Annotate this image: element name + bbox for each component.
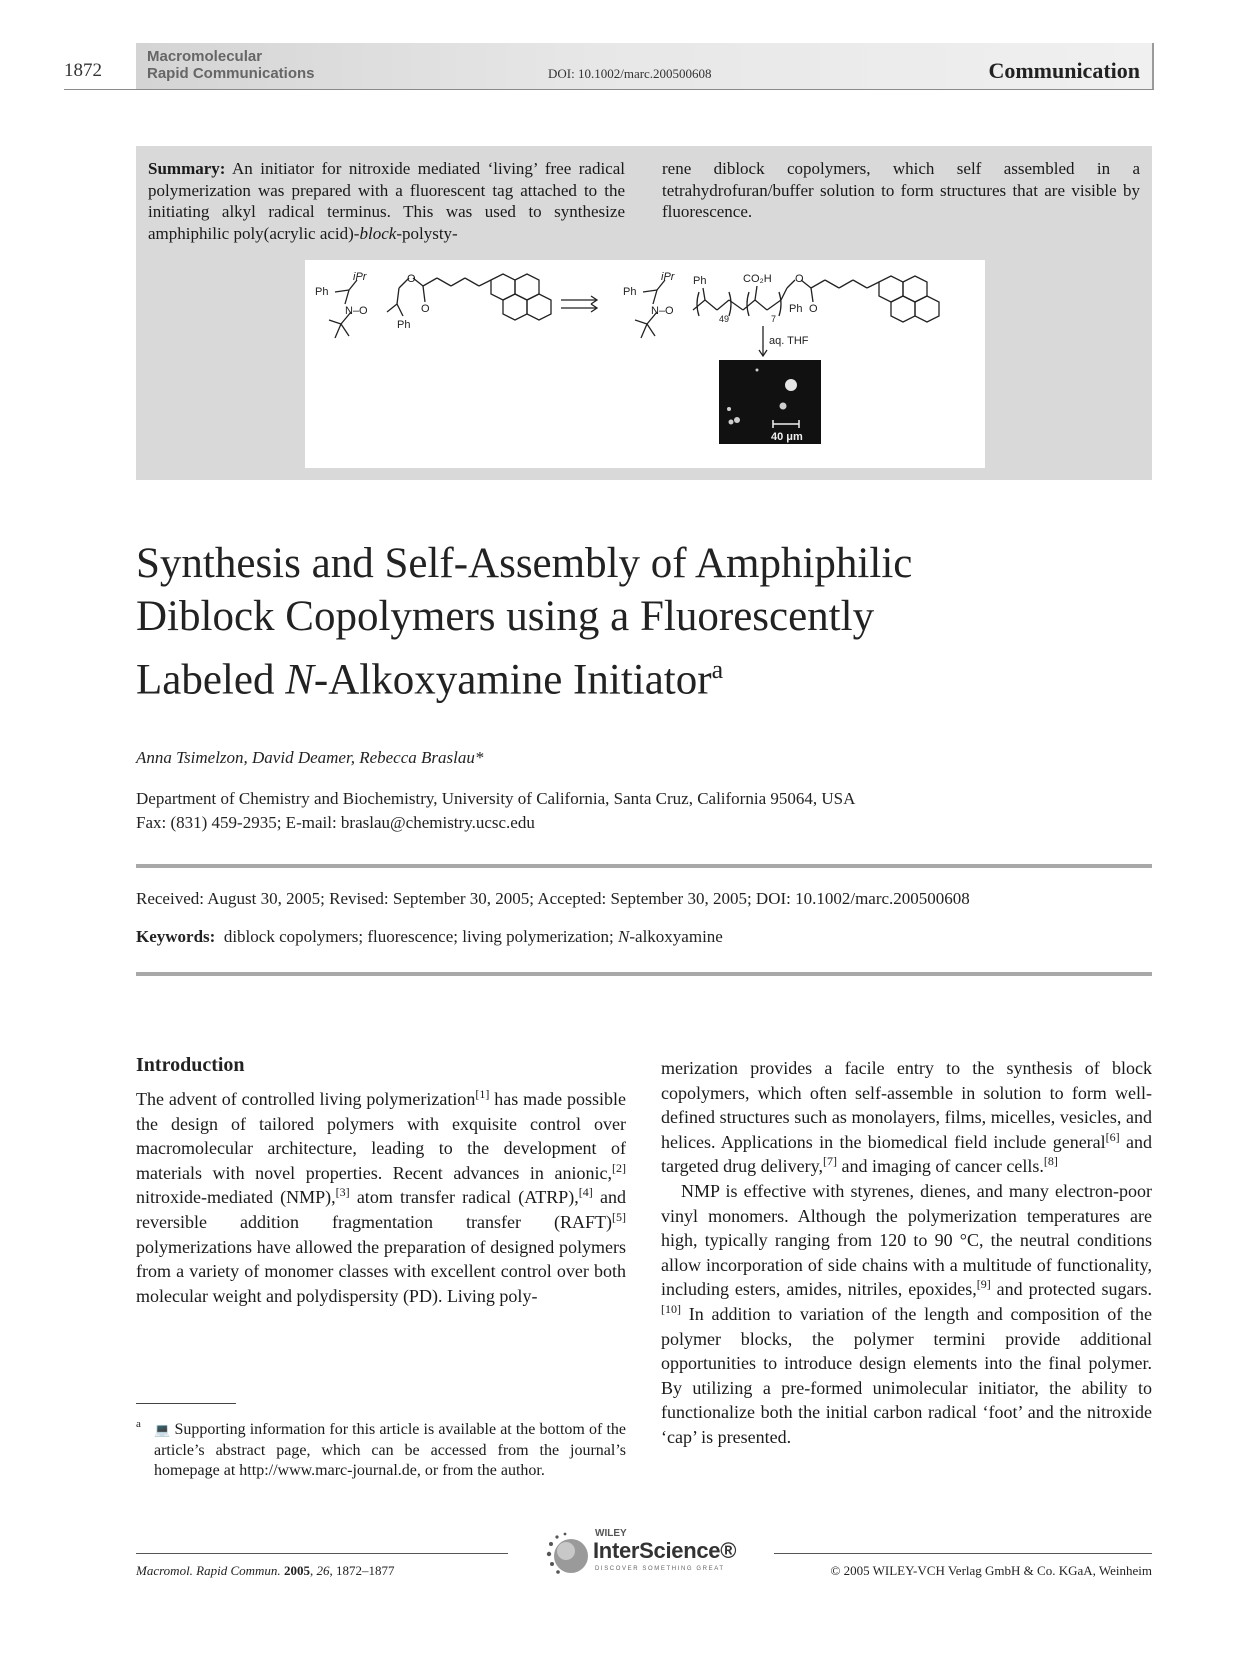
citation-volume: 26	[316, 1563, 330, 1578]
keywords	[136, 927, 723, 947]
bond	[693, 300, 705, 310]
bond	[335, 324, 341, 338]
citation-ref[interactable]: [3]	[335, 1185, 350, 1200]
bond	[479, 280, 491, 286]
journal-name-line1: Macromolecular	[147, 48, 263, 65]
citation-ref[interactable]: [1]	[475, 1087, 490, 1101]
citation-ref[interactable]: [2]	[612, 1160, 626, 1175]
interscience-label: InterScience®	[593, 1538, 737, 1563]
citation-pages: 1872–1877	[335, 1563, 395, 1578]
summary-right-column: rene diblock copolymers, which self assembled in a tetrahydrofuran/buffer solution to form structures that are visible by fluorescence.	[662, 159, 1140, 221]
scale-bar-label: 40 μm	[771, 431, 803, 443]
received-dates: Received: August 30, 2005; Revised: September 30, 2005; Accepted: September 30, 2005; DOI: 10.1002/marc.200500608	[136, 889, 970, 908]
pyrene-ring	[891, 296, 915, 322]
citation-ref[interactable]: [6]	[1105, 1129, 1120, 1144]
label-ph: Ph	[623, 286, 637, 298]
summary-box	[136, 146, 1152, 480]
bond	[867, 282, 879, 288]
interscience-logo[interactable]	[545, 1526, 755, 1582]
footer-rule	[774, 1553, 1152, 1554]
authors: Anna Tsimelzon, David Deamer, Rebecca Braslau*	[136, 748, 484, 767]
bond	[703, 288, 705, 300]
bond	[387, 304, 397, 312]
bond	[635, 320, 647, 324]
affiliation	[136, 787, 855, 835]
fluorescent-particle	[729, 420, 734, 425]
citation-ref[interactable]: [8]	[1043, 1154, 1058, 1169]
page-number: 1872	[64, 60, 102, 81]
fluorescent-particle	[785, 379, 797, 391]
bond	[397, 288, 399, 304]
bond	[641, 324, 647, 338]
label-reagent: aq. THF	[769, 335, 809, 347]
keywords-text-end: -alkoxyamine	[629, 927, 723, 946]
title-line3-post: -Alkoxyamine Initiator	[313, 656, 712, 704]
paragraph: merization provides a facile entry to the synthesis of block copolymers, which often self-assemble in solution to form well-defined structures such as monolayers, films, micelles, vesicles, and helices. Applications in the biomedical field include general[6] and targeted drug delivery,[7] and imaging of cancer cells.[8]	[661, 1058, 1152, 1177]
pyrene-ring	[915, 296, 939, 322]
fluorescence-micrograph	[719, 360, 821, 444]
fluorescent-particle	[734, 417, 740, 423]
bracket	[779, 292, 781, 316]
keywords-text: diblock copolymers; fluorescence; living polymerization;	[223, 927, 619, 946]
label-ipr: iPr	[661, 271, 675, 283]
fluorescent-particle	[727, 407, 731, 411]
bond	[653, 290, 657, 304]
paragraph: The advent of controlled living polymerization[1] has made possible the design of tailored polymers with exquisite control over macromolecular architecture, leading to the development of materials with novel properties. Recent advances in anionic,[2] nitroxide-mediated (NMP),[3] atom transfer radical (ATRP),[4] and reversible addition fragmentation transfer (RAFT)[5] polymerizations have allowed the preparation of designed polymers from a variety of monomer classes with excellent control over both molecular weight and polydispersity (PD). Living poly-	[136, 1087, 626, 1306]
label-ph: Ph	[693, 275, 707, 287]
citation-ref[interactable]: [4]	[578, 1185, 593, 1200]
label-n-o: N–O	[345, 305, 368, 317]
body-left-column	[136, 1087, 626, 1308]
label-repeat-7: 7	[771, 314, 777, 324]
footer-rule	[136, 1553, 508, 1554]
bond	[839, 280, 853, 288]
title-line3-italic: N	[285, 656, 314, 704]
label-ph: Ph	[397, 319, 411, 331]
summary-text-1: An initiator for nitroxide mediated ‘living’ free radical polymerization was prepared with a fluorescent tag attached to the initiating alkyl radical terminus. This was used to synthesize amphiphilic poly(acrylic acid)-	[148, 159, 625, 243]
bond	[781, 288, 787, 300]
title-line1: Synthesis and Self-Assembly of Amphiphilic	[136, 540, 913, 587]
interscience-tagline: DISCOVER SOMETHING GREAT	[595, 1566, 725, 1572]
section-heading: Introduction	[136, 1054, 245, 1076]
bracket	[747, 292, 749, 316]
title-line2: Diblock Copolymers using a Fluorescently	[136, 593, 875, 640]
bond	[423, 286, 425, 302]
bond	[437, 278, 451, 286]
header-doi: DOI: 10.1002/marc.200500608	[548, 66, 712, 81]
bond	[755, 286, 757, 300]
label-o: O	[421, 303, 430, 315]
article-title	[136, 537, 1086, 706]
bracket	[729, 292, 731, 316]
journal-name	[147, 48, 315, 82]
journal-citation: Macromol. Rapid Commun. 2005, 26, 1872–1877	[136, 1563, 395, 1578]
footnote-text: Supporting information for this article is available at the bottom of the article’s abstract page, which can be accessed from the journal’s homepage at http://www.marc-journal.de, or from the author.	[154, 1421, 627, 1479]
divider-rule	[136, 972, 1152, 976]
bond	[335, 290, 349, 292]
footnote-rule	[136, 1403, 236, 1404]
computer-icon: 💻	[154, 1422, 171, 1437]
bond	[717, 300, 729, 310]
bond	[787, 280, 795, 288]
bracket	[697, 292, 699, 316]
citation-ref[interactable]: [9]	[976, 1277, 991, 1292]
label-ph: Ph	[315, 286, 329, 298]
pyrene-ring	[503, 294, 527, 320]
reaction-scheme	[305, 260, 985, 468]
bond	[811, 288, 813, 302]
bond	[341, 324, 349, 336]
bond	[825, 280, 839, 288]
label-repeat-49: 49	[719, 314, 730, 324]
bond	[853, 280, 867, 288]
journal-name-line2: Rapid Communications	[147, 65, 315, 82]
citation-year: 2005	[283, 1563, 310, 1578]
title-footnote-mark: a	[711, 655, 724, 684]
summary-left-column	[148, 158, 625, 244]
bond	[643, 290, 657, 292]
title-line3	[136, 643, 1086, 706]
affiliation-line1: Department of Chemistry and Biochemistry, University of California, Santa Cruz, California 95064, USA	[136, 789, 856, 808]
bond	[345, 290, 349, 304]
wiley-label: WILEY	[595, 1528, 627, 1539]
citation-journal: Macromol. Rapid Commun.	[136, 1563, 281, 1578]
affiliation-contact: Fax: (831) 459-2935; E-mail: braslau@chemistry.ucsc.edu	[136, 813, 535, 832]
summary-label: Summary:	[148, 159, 226, 178]
globe-icon	[545, 1532, 591, 1578]
body-right-column	[661, 1056, 1152, 1450]
pyrene-ring	[527, 294, 551, 320]
copyright: © 2005 WILEY-VCH Verlag GmbH & Co. KGaA, Weinheim	[830, 1563, 1152, 1578]
footnote	[154, 1420, 626, 1482]
fluorescent-particle	[756, 369, 759, 372]
bond	[811, 280, 825, 288]
title-line3-pre: Labeled	[136, 656, 286, 704]
footnote-marker: a	[136, 1418, 141, 1430]
bond	[423, 278, 437, 286]
label-n-o: N–O	[651, 305, 674, 317]
label-ipr: iPr	[353, 271, 367, 283]
bond	[451, 278, 465, 286]
section-label: Communication	[988, 58, 1140, 83]
bond	[647, 324, 655, 336]
fluorescent-particle	[780, 403, 787, 410]
bond	[755, 300, 767, 310]
graphical-abstract	[305, 260, 985, 468]
keywords-label: Keywords:	[136, 927, 216, 946]
bond	[705, 300, 717, 310]
label-o: O	[795, 273, 804, 285]
label-co2h: CO₂H	[743, 273, 772, 285]
citation-ref[interactable]: [7]	[822, 1154, 837, 1169]
label-ph: Ph	[789, 303, 803, 315]
bond	[397, 304, 403, 316]
bond	[767, 300, 781, 310]
citation-ref[interactable]: [5]	[612, 1209, 626, 1224]
summary-text-italic: block	[359, 223, 397, 243]
bond	[329, 320, 341, 324]
citation-ref[interactable]: [10]	[661, 1301, 681, 1316]
bond	[465, 278, 479, 286]
label-o: O	[407, 273, 416, 285]
bond	[743, 300, 755, 310]
header-rule	[64, 89, 1154, 90]
paragraph: NMP is effective with styrenes, dienes, and many electron-poor vinyl monomers. Although the polymerization temperatures are high, typically ranging from 120 to 90 °C, the neutral conditions allow incorporation of side chains with a multitude of functionality, including esters, amides, nitriles, epoxides,[9] and protected sugars.[10] In addition to variation of the length and composition of the polymer blocks, the polymer termini provide additional opportunities to introduce design elements into the final polymer. By utilizing a pre-formed unimolecular initiator, the ability to functionalize both the initial carbon radical ‘foot’ and the nitroxide ‘cap’ is presented.	[661, 1180, 1152, 1447]
summary-text-2: -polysty-	[396, 223, 458, 243]
label-o: O	[809, 303, 818, 315]
keywords-text-italic: N	[618, 927, 630, 946]
divider-rule	[136, 864, 1152, 868]
